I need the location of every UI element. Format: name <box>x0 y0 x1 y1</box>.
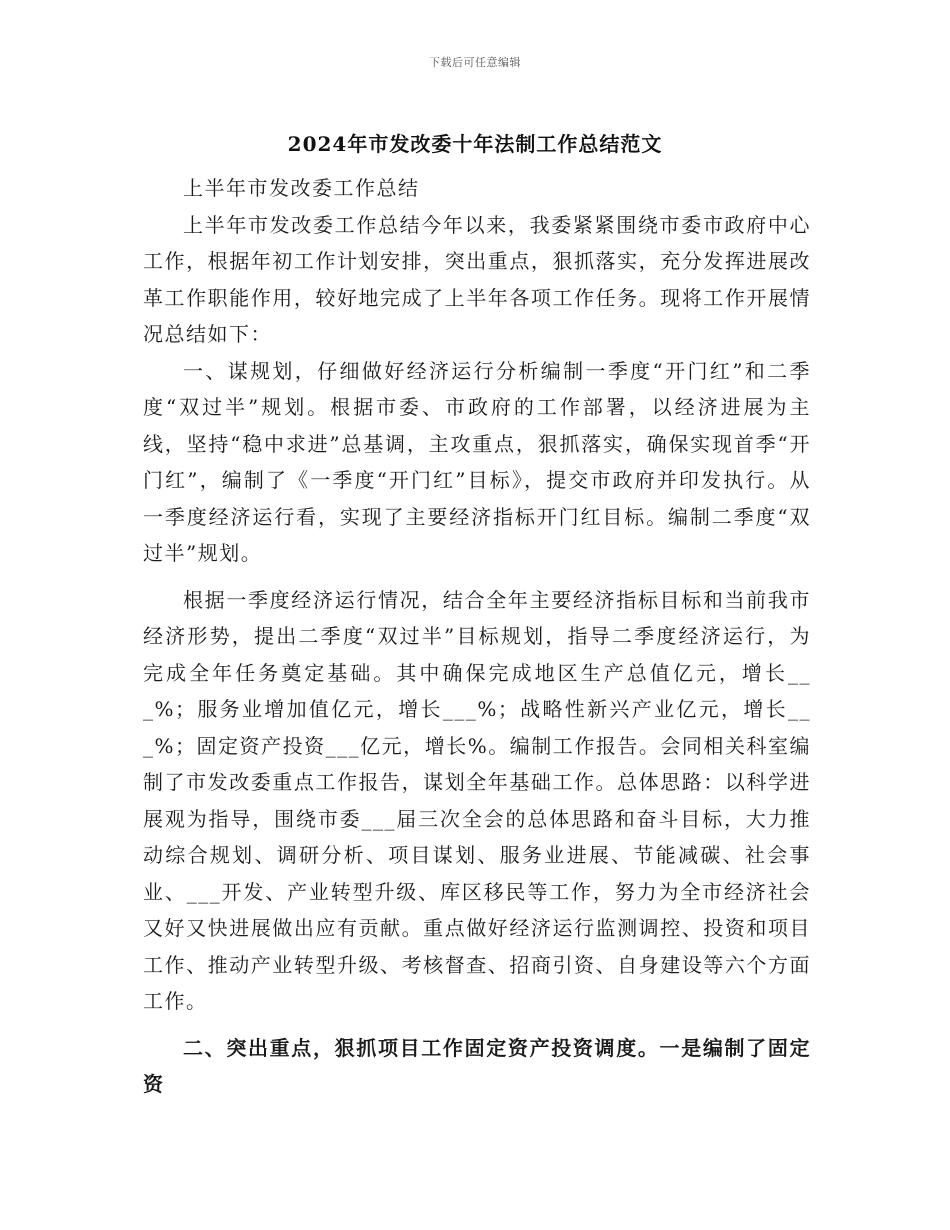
paragraph-section-one: 一、谋规划，仔细做好经济运行分析编制一季度“开门红”和二季度“双过半”规划。根据市委、市政府的工作部署，以经济进展为主线，坚持“稳中求进”总基调，主攻重点，狠抓落实，确保实现首季“开门红”，编制了《一季度“开门红”目标》，提交市政府并印发执行。从一季度经济运行看，实现了主要经济指标开门红目标。编制二季度“双过半”规划。 <box>143 358 811 565</box>
document-title: 2024年市发改委十年法制工作总结范文 <box>287 132 663 156</box>
paragraph-q2-plan: 根据一季度经济运行情况，结合全年主要经济指标目标和当前我市经济形势，提出二季度“双过半”目标规划，指导二季度经济运行，为完成全年任务奠定基础。其中确保完成地区生产总值亿元，增长___%；服务业增加值亿元，增长___%；战略性新兴产业亿元，增长___%；固定资产投资___亿元，增长%。编制工作报告。会同相关科室编制了市发改委重点工作报告，谋划全年基础工作。总体思路：以科学进展观为指导，围绕市委___届三次全会的总体思路和奋斗目标，大力推动综合规划、调研分析、项目谋划、服务业进展、节能减碳、社会事业、___开发、产业转型升级、库区移民等工作，努力为全市经济社会又好又快进展做出应有贡献。重点做好经济运行监测调控、投资和项目工作、推动产业转型升级、考核督查、招商引资、自身建设等六个方面工作。 <box>143 587 811 1013</box>
paragraph-section-two: 二、突出重点，狠抓项目工作固定资产投资调度。一是编制了固定资 <box>143 1035 811 1096</box>
document-body <box>143 170 811 1103</box>
paragraph-intro: 上半年市发改委工作总结今年以来，我委紧紧围绕市委市政府中心工作，根据年初工作计划安排，突出重点，狠抓落实，充分发挥进展改革工作职能作用，较好地完成了上半年各项工作任务。现将工作开展情况总结如下： <box>143 212 811 346</box>
header-note: 下载后可任意编辑 <box>429 56 521 69</box>
paragraph-subtitle: 上半年市发改委工作总结 <box>183 176 420 200</box>
